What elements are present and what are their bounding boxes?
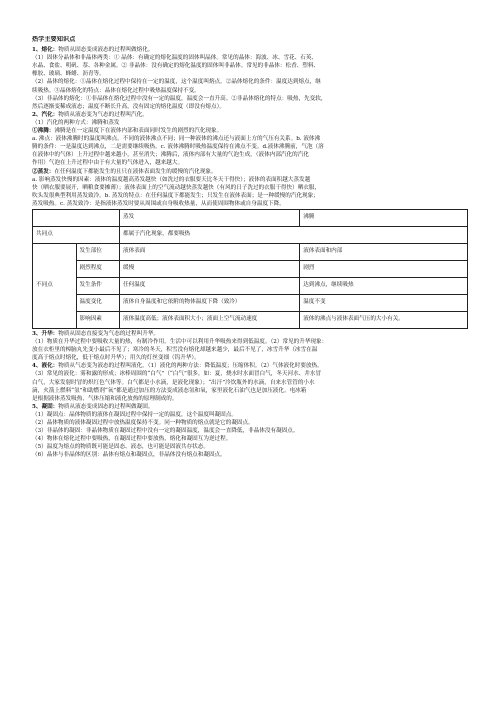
text-line	[32, 168, 468, 176]
section-heading: ②蒸发：	[32, 168, 55, 175]
text-line	[32, 127, 468, 135]
paragraph-text: （1）凝固点：晶体物质的液体在凝固过程中保持一定的温度，这个温度叫凝固点。	[32, 411, 237, 418]
table-cell: 剧烈	[300, 260, 468, 277]
text-line	[32, 111, 468, 119]
table-header-row	[33, 209, 468, 226]
paragraph-text: （2）晶体的熔化：①晶体在熔化过程中保持在一定的温度，这个温度叫熔点。②晶体熔化的条件：温度达到熔点，继	[32, 79, 321, 86]
paragraph-text: （6）晶体与非晶体的区别：晶体有熔点和凝固点，非晶体没有熔点和凝固点。	[32, 452, 226, 459]
table-cell: 剧烈程度	[76, 260, 120, 277]
paragraph-text: 续吸热。③晶体熔化的特点：晶体在熔化过程中吸热温度保持不变。	[32, 87, 200, 94]
diff-label: 不同点	[33, 243, 77, 328]
paragraph-text: （5）温度为熔点的物质既可能是固态、液态，也可能是固液共存状态。	[32, 444, 209, 451]
paragraph-text: 在液体中的气体）上升过程中越来越小，甚至消失；沸腾后，液体内部有大量的气泡生成，（液体内部汽化的汽化	[32, 152, 309, 159]
table-cell: 液体的沸点与液体表面气压的大小有关。	[300, 311, 468, 328]
paragraph-text: 白气，大家发射时冒的炽红色气体等。白气都是小水滴，是液化现象）；“出汗”冷饮瓶外的水滴，自来水管管的小水	[32, 379, 315, 386]
text-line	[32, 143, 468, 151]
paragraph-text: 腾的条件：一是温度达到沸点，二是需要继续吸热。c. 液体沸腾时吸热温度保持在沸点不变。d.液体沸腾前，气泡（溶	[32, 144, 324, 151]
table-cell: 影响因素	[76, 311, 120, 328]
page-title: 热学主要知识点	[32, 36, 76, 43]
section-heading: 5、凝固：	[32, 403, 59, 410]
text-line	[32, 370, 468, 378]
paragraph-text: 然后逐渐变稀成液态；温度不断长升高，没有固定的熔化温度（即没有熔点）。	[32, 103, 225, 110]
table-cell: 液体温度高低；液体表面积大小；液面上空气流动速度	[120, 311, 300, 328]
paragraph-text: 水晶、食盐、明矾、萘、各种金属。② 非晶体：没有确定的熔化温度的固体叫非晶体。常见的非晶体：松香、塑料、	[32, 63, 320, 70]
paragraph-text: （1）汽化的两种方式：沸腾和蒸发	[32, 119, 120, 126]
paragraph-text: 在任何温度下都能发生的且只在液体表面发生的缓慢的汽化现象。	[54, 168, 217, 175]
text-line	[32, 46, 468, 54]
text-line	[32, 419, 468, 427]
table-cell: 液体自身温度和它依附的物体温度下降（致冷）	[120, 294, 300, 311]
paragraph-text: （4）物体在熔化过程中要吸热，在凝固过程中要放热，熔化和凝固互为逆过程。	[32, 436, 232, 443]
text-line	[32, 95, 468, 103]
paragraph-text: （1）物质在升华过程中要吸收大量的热，有制冷作用。生活中可以利用升华吸热来得到低温度。（2）常见的升华现象：	[32, 339, 328, 346]
text-line	[32, 387, 468, 395]
text-line	[32, 151, 468, 159]
section-heading: 1、熔化：	[32, 47, 59, 54]
text-line	[32, 54, 468, 62]
table-cell: 发生部位	[76, 243, 120, 260]
text-line	[32, 62, 468, 70]
text-line	[32, 70, 468, 78]
paragraph-text: （3）常见的液化：雾和露的形成；冰棒周围的“白气”（“白气”很多，如：夏，烧水时水面冒白气，冬天河水、井水冒	[32, 371, 322, 378]
paragraph-text: 物质从液态变为气态的过程叫汽化。	[58, 111, 148, 118]
text-line	[32, 78, 468, 86]
text-line	[32, 451, 468, 459]
text-line	[32, 395, 468, 403]
table-cell: 发生条件	[76, 277, 120, 294]
table-row	[33, 226, 468, 243]
section-heading: 3、升华：	[32, 330, 59, 337]
text-line	[32, 403, 468, 411]
paragraph-text: a. 影响蒸发快慢的因素：液体的温度越高蒸发越快（如洗过的衣服要天比冬天干得快）；液体的表面积越大蒸发越	[32, 176, 311, 183]
table-cell: 温度不变	[300, 294, 468, 311]
table-row	[33, 311, 468, 328]
common-label: 共同点	[33, 226, 120, 243]
paragraph-text: 放在衣柜里的樟脑丸先变小最后不见了；寒冷的冬天，积雪没有熔化却越来越少，最后不见了，冰雪升华（冰雪在温	[32, 347, 318, 354]
table-cell: 温度变化	[76, 294, 120, 311]
table-header-cell	[33, 209, 120, 226]
paragraph-text: （3）非晶体的凝固：非晶体物质在凝固过程中没有一定的凝固温度，温度会一直降低，非晶体没有凝固点。	[32, 428, 299, 435]
section-heading: 2、汽化：	[32, 111, 59, 118]
paragraph-text: （1）固体分晶体和非晶体两类：① 晶体：有确定的熔化温度的固体叫晶体。常见的晶体：海波、冰、雪花、石英、	[32, 55, 318, 62]
text-line	[32, 192, 468, 200]
text-line	[32, 103, 468, 111]
table-row	[33, 260, 468, 277]
text-line	[32, 354, 468, 362]
text-line	[32, 411, 468, 419]
table-header-cell: 蒸发	[120, 209, 300, 226]
paragraph-text: 物质从气态变为液态的过程叫液化。（1）液化的两种方法：降低温度；压缩体积。（2）气体液化时要放热。	[58, 363, 323, 370]
table-cell: 缓慢	[120, 260, 300, 277]
section-heading: ①沸腾：	[32, 128, 55, 135]
section-top	[32, 46, 468, 208]
table-cell: 任何温度	[120, 277, 300, 294]
text-line	[32, 330, 468, 338]
paragraph-text: 沸腾是在一定温度下在液体内部和表面同时发生的剧烈的汽化现象。	[54, 128, 223, 135]
text-line	[32, 159, 468, 167]
text-line	[32, 443, 468, 451]
table-cell: 液体表面	[120, 243, 300, 260]
table-cell: 达到沸点，继续吸热	[300, 277, 468, 294]
table-row	[33, 294, 468, 311]
table-row	[33, 277, 468, 294]
text-line	[32, 135, 468, 143]
paragraph-text: 橡胶、玻璃、蜂蜡、沥青等。	[32, 71, 105, 78]
text-line	[32, 435, 468, 443]
table-row	[33, 243, 468, 260]
paragraph-text: 吹头发很典型利用蒸发致冷。b. 蒸发的特点：在任何温度下都能发生；只发生在液体表面；是一种缓慢的汽化现象；	[32, 192, 319, 199]
comparison-table	[32, 209, 468, 329]
paragraph-text: 蒸发吸热。c. 蒸发致冷：是指液体蒸发时要从周围或自身吸收热量，从而使周围物体或自身温度下降。	[32, 200, 285, 207]
document-page	[32, 36, 468, 459]
text-line	[32, 176, 468, 184]
paragraph-text: 作用）气泡在上升过程中由于有大量的气体进入，越来越大。	[32, 160, 184, 167]
paragraph-text: （3）非晶体的熔化：①非晶体在熔化过程中没有一定的温度，温度会一直升高。②非晶体熔化的特点：吸热，先变软，	[32, 95, 327, 102]
paragraph-text: 快（晒衣服要展开，晒粮食要摊薄）；液体表面上的空气流动越快蒸发越快（有风的日子洗过的衣服干得快）晒衣服，	[32, 184, 321, 191]
paragraph-text: （2）晶体物质的液体凝固过程中放热温度保持不变。同一种物质的熔点就是它的凝固点。	[32, 420, 254, 426]
table-cell: 液体表面和内部	[300, 243, 468, 260]
paragraph-text: 滴，火箭上燃料“氢”和助燃剂“氧”都是通过加压的方法变成液态氢和氧，家里液化石油气也是加压液化。电冰箱	[32, 387, 307, 394]
section-heading: 4、液化：	[32, 363, 59, 370]
text-line	[32, 200, 468, 208]
paragraph-text: 物质从液态变成固态的过程叫做凝固。	[58, 403, 154, 410]
table-header-cell: 沸腾	[300, 209, 468, 226]
paragraph-text: 物质从固态直接变为气态的过程叫升华。	[58, 330, 159, 337]
paragraph-text: 物质从固态变成液态的过程叫做熔化。	[58, 47, 154, 54]
text-line	[32, 184, 468, 192]
text-line	[32, 362, 468, 370]
text-line	[32, 427, 468, 435]
paragraph-text: 是根据液体蒸发吸热，气体压缩和液化放热的原理制成的。	[32, 395, 178, 402]
text-line	[32, 379, 468, 387]
text-line	[32, 87, 468, 95]
section-bottom	[32, 330, 468, 460]
text-line	[32, 346, 468, 354]
paragraph-text: 度高于熔点时熔化，低于熔点时升华）；用久的灯丝变细（钨升华）。	[32, 355, 200, 362]
text-line	[32, 338, 468, 346]
common-text: 都属于汽化现象，都要吸热	[120, 226, 468, 243]
paragraph-text: a. 沸点：液体沸腾时的温度叫沸点。不同的液体沸点不同；同一种液体的沸点还与液面上方的气压有关系。b. 液体沸	[32, 136, 321, 143]
text-line	[32, 119, 468, 127]
